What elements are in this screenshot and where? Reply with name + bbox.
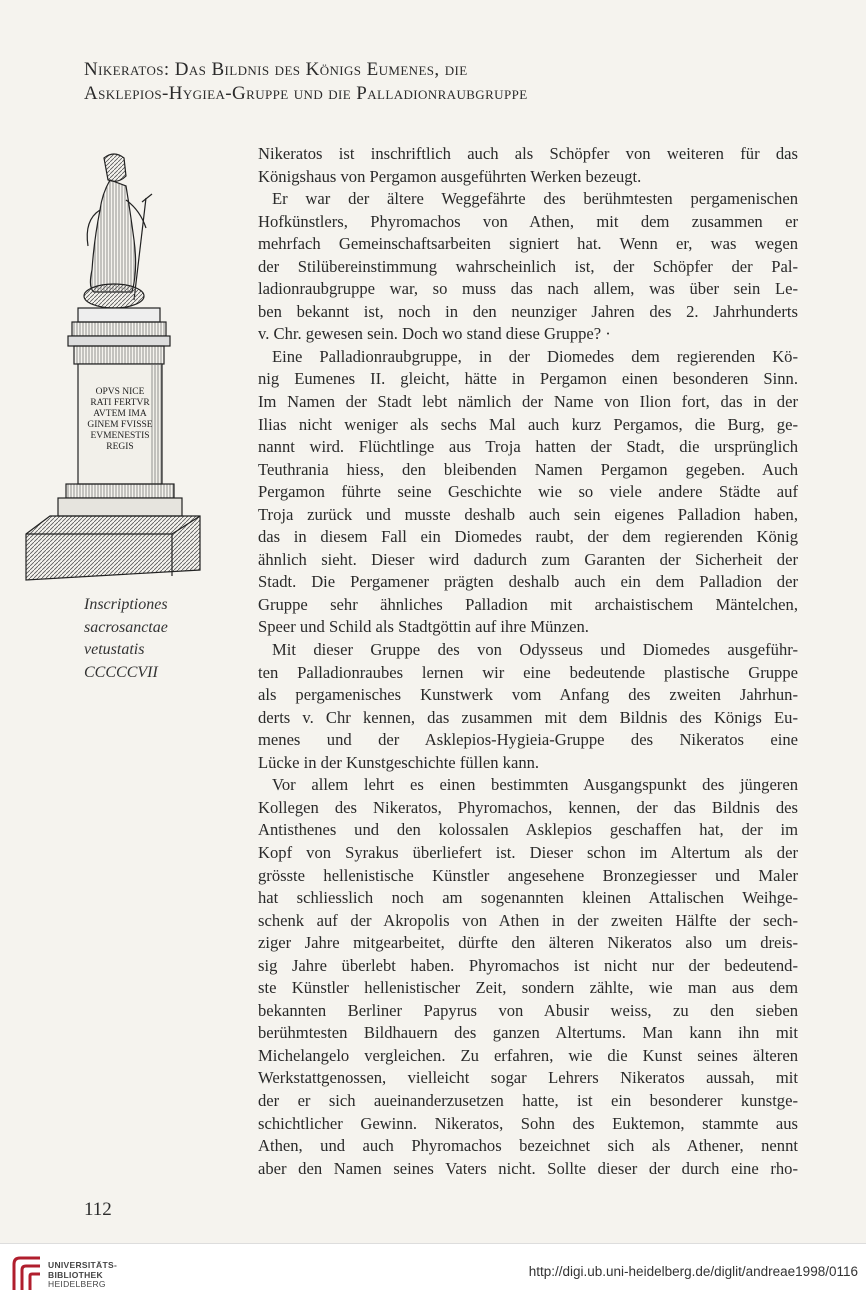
inscription-line-4: GINEM FVISSE bbox=[87, 420, 153, 430]
text-line: Antisthenes und den kolossalen Asklepios geschaffen hat, der im bbox=[258, 820, 798, 840]
text-line: hat schliesslich noch am sogenannten kleinen Attalischen Weihge- bbox=[258, 888, 798, 908]
text-line: Troja zurück und musste deshalb auch sein eigenes Palladion haben, bbox=[258, 504, 798, 524]
text-line: Werkstattgenossen, vielleicht sogar Lehrers Nikeratos aussah, mit bbox=[258, 1068, 798, 1088]
text-line: ladionraubgruppe war, so muss das nach allem, was über sein Le- bbox=[258, 279, 798, 299]
text-line: Teuthrania hiess, den bleibenden Namen Pergamon gegeben. Auch bbox=[258, 459, 798, 479]
monument-illustration bbox=[22, 150, 204, 590]
text-line: Im Namen der Stadt lebt nämlich der Name von Ilion fort, das in der bbox=[258, 392, 798, 412]
chapter-heading-line-2: Asklepios-Hygiea-Gruppe und die Palladionraubgruppe bbox=[84, 83, 528, 104]
text-line: Michelangelo vergleichen. Zu erfahren, wie die Kunst seines älteren bbox=[258, 1045, 798, 1065]
inscription-line-3: AVTEM IMA bbox=[93, 409, 147, 419]
text-line: der er sich aueinanderzusetzen hatte, ist ein besonderer kunstge- bbox=[258, 1090, 798, 1110]
caption-line: sacrosanctae bbox=[84, 618, 168, 636]
caption-line: vetustatis bbox=[84, 641, 145, 658]
chapter-heading bbox=[84, 58, 804, 106]
text-line: Vor allem lehrt es einen bestimmten Ausgangspunkt des jüngeren bbox=[272, 775, 798, 795]
institution-name bbox=[48, 1261, 117, 1290]
text-line: Stadt. Die Pergamener prägten deshalb auch ein dem Palladion der bbox=[258, 572, 798, 592]
text-line: Mit dieser Gruppe des von Odysseus und Diomedes ausgeführ- bbox=[272, 640, 798, 660]
chapter-heading-line-1: Nikeratos: Das Bildnis des Königs Eumenes, die bbox=[84, 59, 468, 80]
text-line: Hofkünstlers, Phyromachos von Athen, mit dem zusammen er bbox=[258, 211, 798, 231]
text-line: aber den Namen seines Vaters nicht. Sollte dieser der durch eine rho- bbox=[258, 1158, 798, 1178]
page-number: 112 bbox=[84, 1199, 112, 1220]
text-line: berühmtesten Bildhauern des ganzen Altertums. Man kann ihn mit bbox=[258, 1023, 798, 1043]
inscribed-column-statue-drawing bbox=[22, 150, 204, 590]
text-line: schenk auf der Akropolis von Athen in der zweiten Hälfte der sech- bbox=[258, 910, 798, 930]
text-line: das in diesem Fall ein Diomedes raubt, der dem regierenden König bbox=[258, 527, 798, 547]
text-line: Pergamon führte seine Geschichte wie so viele andere Städte auf bbox=[258, 482, 798, 502]
inscription-line-6: REGIS bbox=[106, 442, 134, 452]
text-line: ste Künstler hellenistischer Zeit, sondern zählte, wie man aus dem bbox=[258, 978, 798, 998]
permalink-url[interactable]: http://digi.ub.uni-heidelberg.de/diglit/andreae1998/0116 bbox=[528, 1264, 858, 1279]
text-line: schichtlicher Gewinn. Nikeratos, Sohn des Euktemon, stammte aus bbox=[258, 1113, 798, 1133]
text-line: Speer und Schild als Stadtgöttin auf ihre Münzen. bbox=[258, 617, 589, 637]
text-line: als pergamenisches Kunstwerk vom Anfang des zweiten Jahrhun- bbox=[258, 685, 798, 705]
text-line: Er war der ältere Weggefährte des berühmtesten pergamenischen bbox=[272, 189, 798, 209]
text-line: grösste hellenistische Künstler angesehene Bronzegiesser und Maler bbox=[258, 865, 798, 885]
text-line: v. Chr. gewesen sein. Doch wo stand diese Gruppe? · bbox=[258, 324, 611, 344]
text-line: nannt wird. Flüchtlinge aus Troja hatten der Stadt, die ursprünglich bbox=[258, 437, 798, 457]
inscription-line-1: OPVS NICE bbox=[95, 387, 145, 397]
text-line: Kopf von Syrakus überliefert ist. Dieser schon im Altertum als der bbox=[258, 842, 798, 862]
text-line: derts v. Chr kennen, das zusammen mit dem Bildnis des Königs Eu- bbox=[258, 707, 798, 727]
text-line: ähnlich sieht. Dieser wird dadurch zum Garanten der Sicherheit der bbox=[258, 549, 798, 569]
caption-line: CCCCCVII bbox=[84, 663, 158, 681]
text-line: mehrfach Gemeinschaftsarbeiten signiert hat. Wenn er, was wegen bbox=[258, 234, 798, 254]
text-line: Lücke in der Kunstgeschichte füllen kann. bbox=[258, 752, 540, 772]
text-line: der Stilübereinstimmung wahrscheinlich ist, der Schöpfer der Pal- bbox=[258, 256, 798, 276]
text-line: Gruppe sehr ähnliches Palladion mit archaistischem Mäntelchen, bbox=[258, 594, 798, 614]
text-line: bekannten Berliner Papyrus von Abusir weiss, zu den sieben bbox=[258, 1000, 798, 1020]
inscription-line-2: RATI FERTVR bbox=[90, 398, 150, 408]
library-footer-bar bbox=[0, 1243, 866, 1305]
text-line: ziger Jahre mitgearbeitet, dürfte den älteren Nikeratos also um dreis- bbox=[258, 933, 798, 953]
text-line: Nikeratos ist inschriftlich auch als Schöpfer von weiteren für das bbox=[258, 144, 798, 163]
institution-line-3: HEIDELBERG bbox=[48, 1279, 106, 1289]
text-line: Eine Palladionraubgruppe, in der Diomedes dem regierenden Kö- bbox=[272, 346, 798, 366]
main-text-column bbox=[258, 143, 798, 1180]
text-line: sig Jahre überlebt haben. Phyromachos ist nicht nur der bedeutend- bbox=[258, 955, 798, 975]
inscription-line-5: EVMENESTIS bbox=[90, 431, 150, 441]
text-line: ben bekannt ist, noch in den neunziger Jahren des 2. Jahrhunderts bbox=[258, 301, 798, 321]
institution-line-2: BIBLIOTHEK bbox=[48, 1269, 103, 1280]
text-line: Athen, und auch Phyromachos bezeichnet sich als Athener, nennt bbox=[258, 1136, 798, 1156]
text-line: ten Palladionraubes lernen wir eine bedeutende plastische Gruppe bbox=[258, 662, 798, 682]
caption-line: Inscriptiones bbox=[84, 596, 168, 613]
text-line: Ilias nicht weniger als sechs Mal auch kurz Pergamos, die Burg, ge- bbox=[258, 414, 798, 434]
university-library-logo-icon bbox=[6, 1250, 54, 1298]
institution-line-1: UNIVERSITÄTS- bbox=[48, 1260, 118, 1270]
text-line: menes und der Asklepios-Hygieia-Gruppe des Nikeratos eine bbox=[258, 730, 798, 750]
text-line: nig Eumenes II. gleicht, hätte in Pergamon einen besonderen Sinn. bbox=[258, 369, 798, 389]
text-line: Königshaus von Pergamon ausgeführten Werken bezeugt. bbox=[258, 166, 642, 186]
figure-caption bbox=[84, 594, 244, 684]
text-line: Kollegen des Nikeratos, Phyromachos, kennen, der das Bildnis des bbox=[258, 797, 798, 817]
